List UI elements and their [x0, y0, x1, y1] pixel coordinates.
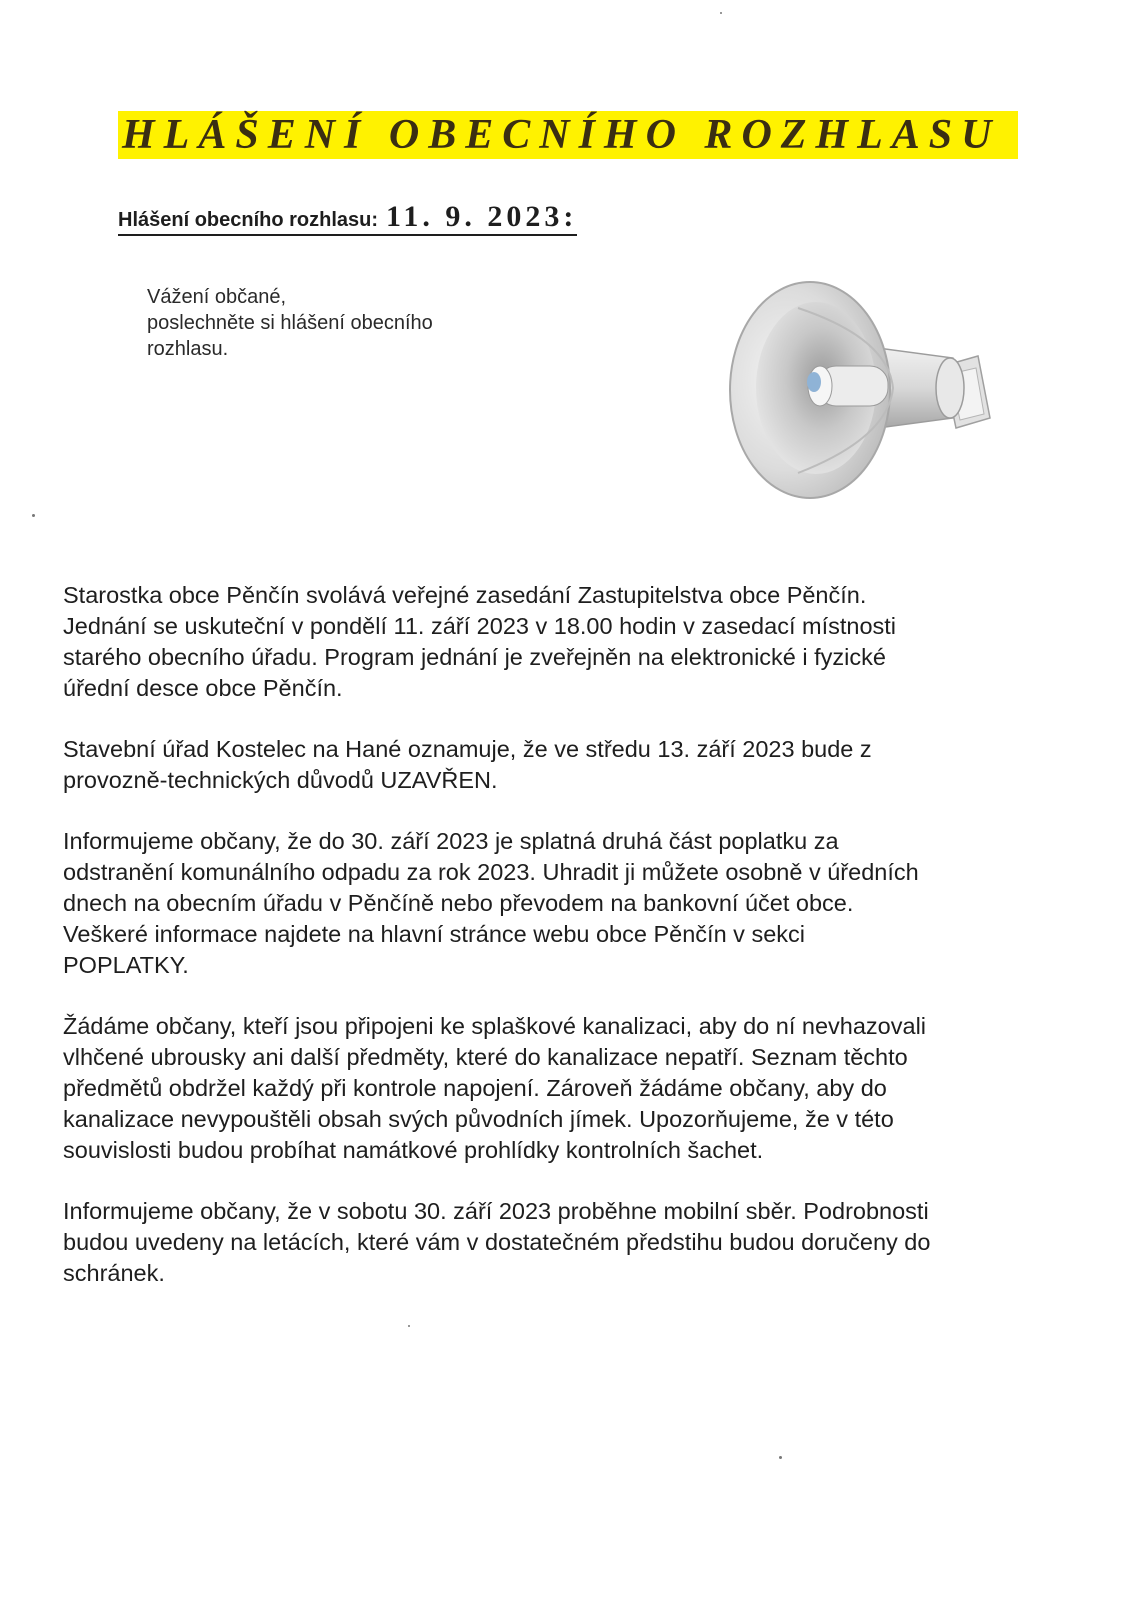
page-title: HLÁŠENÍ OBECNÍHO ROZHLASU [122, 112, 1001, 158]
scan-speck [32, 514, 35, 517]
greeting-line: poslechněte si hlášení obecního [147, 312, 433, 334]
text-line: Stavební úřad Kostelec na Hané oznamuje, že ve středu 13. září 2023 bude z [63, 736, 872, 762]
announcement-date-line [118, 200, 577, 236]
announcement-paragraph [63, 1011, 1073, 1166]
greeting-line: Vážení občané, [147, 286, 286, 308]
text-line: starého obecního úřadu. Program jednání je zveřejněn na elektronické i fyzické [63, 644, 886, 670]
text-line: souvislosti budou probíhat namátkové prohlídky kontrolních šachet. [63, 1137, 764, 1163]
announcement-body [63, 580, 1073, 1319]
text-line: dnech na obecním úřadu v Pěnčíně nebo převodem na bankovní účet obce. [63, 890, 854, 916]
text-line: POPLATKY. [63, 952, 189, 978]
date-label: Hlášení obecního rozhlasu: [118, 209, 379, 231]
text-line: Jednání se uskuteční v pondělí 11. září 2023 v 18.00 hodin v zasedací místnosti [63, 613, 897, 639]
text-line: Veškeré informace najdete na hlavní stránce webu obce Pěnčín v sekci [63, 921, 805, 947]
text-line: odstranění komunálního odpadu za rok 2023. Uhradit ji můžete osobně v úředních [63, 859, 919, 885]
text-line: Žádáme občany, kteří jsou připojeni ke splaškové kanalizaci, aby do ní nevhazovali [63, 1013, 927, 1039]
text-line: Starostka obce Pěnčín svolává veřejné zasedání Zastupitelstva obce Pěnčín. [63, 582, 867, 608]
text-line: schránek. [63, 1260, 165, 1286]
text-line: předmětů obdržel každý při kontrole napojení. Zároveň žádáme občany, aby do [63, 1075, 887, 1101]
text-line: provozně-technických důvodů UZAVŘEN. [63, 767, 498, 793]
announcement-paragraph [63, 1196, 1073, 1289]
text-line: Informujeme občany, že v sobotu 30. září 2023 proběhne mobilní sběr. Podrobnosti [63, 1198, 929, 1224]
text-line: kanalizace nevypouštěli obsah svých původních jímek. Upozorňujeme, že v této [63, 1106, 894, 1132]
text-line: budou uvedeny na letácích, které vám v dostatečném předstihu budou doručeny do [63, 1229, 931, 1255]
megaphone-loudspeaker-icon [728, 278, 1003, 503]
text-line: vlhčené ubrousky ani další předměty, které do kanalizace nepatří. Seznam těchto [63, 1044, 908, 1070]
scan-speck [408, 1325, 410, 1327]
announcement-paragraph [63, 826, 1073, 981]
text-line: Informujeme občany, že do 30. září 2023 je splatná druhá část poplatku za [63, 828, 839, 854]
greeting-line: rozhlasu. [147, 338, 229, 360]
text-line: úřední desce obce Pěnčín. [63, 675, 343, 701]
announcement-paragraph [63, 734, 1073, 796]
announcement-paragraph [63, 580, 1073, 704]
announcement-date: 11. 9. 2023: [386, 200, 578, 233]
greeting [147, 284, 527, 362]
scan-speck [779, 1456, 782, 1459]
scan-speck [720, 12, 722, 14]
